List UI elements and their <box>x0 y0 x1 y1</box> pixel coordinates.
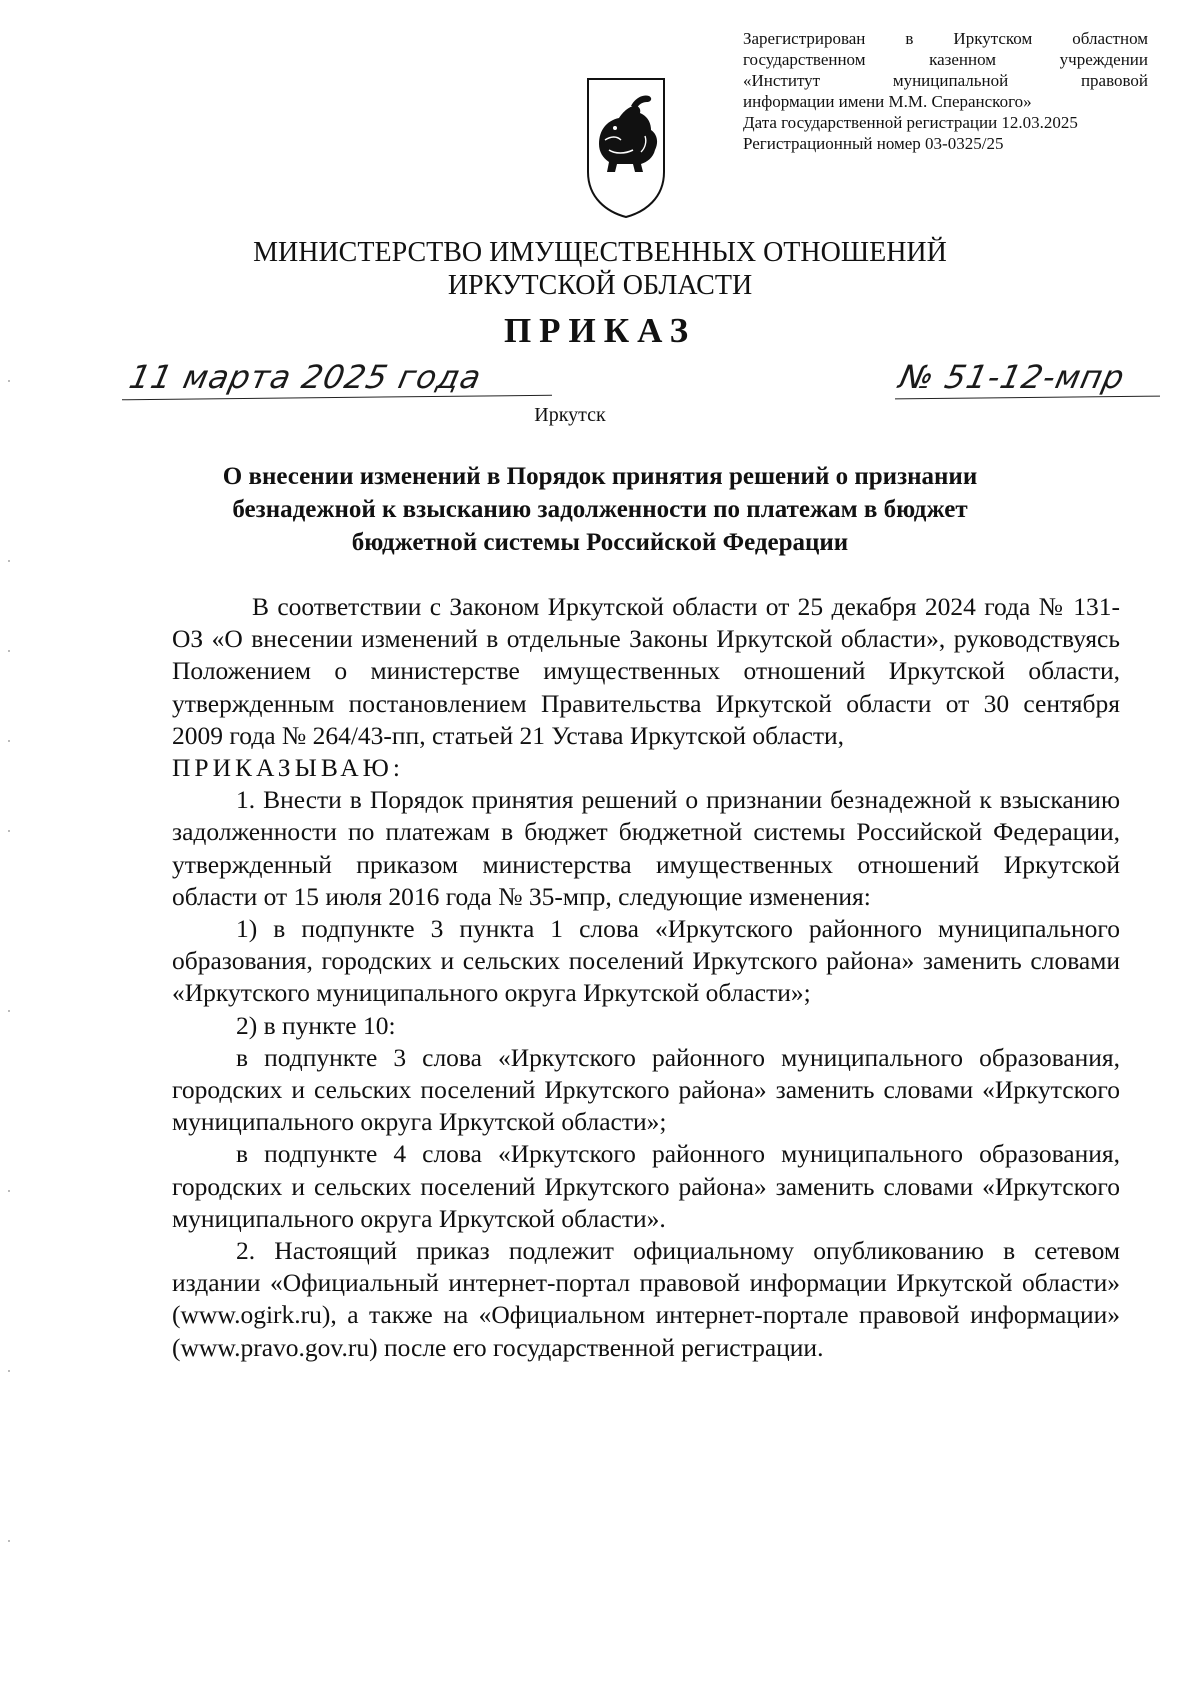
item-1-paragraph: 1. Внести в Порядок принятия решений о признании безнадежной к взысканию задолженности по платежам в бюджет бюджетной системы Российской Федерации, утвержденный приказом министерства имущественных отношений Иркутской области от 15 июля 2016 года № 35-мпр, следующие изменения: <box>172 785 1120 911</box>
registration-line: информации имени М.М. Сперанского» <box>743 92 1032 111</box>
subject-line: безнадежной к взысканию задолженности по платежам в бюджет <box>232 496 968 523</box>
registration-number: Регистрационный номер 03-0325/25 <box>743 134 1004 153</box>
ministry-name-line: МИНИСТЕРСТВО ИМУЩЕСТВЕННЫХ ОТНОШЕНИЙ <box>253 237 947 268</box>
ministry-name-line: ИРКУТСКОЙ ОБЛАСТИ <box>447 270 753 301</box>
registration-line: «Институт муниципальной правовой <box>743 71 1148 90</box>
item-1-2a-paragraph: в подпункте 3 слова «Иркутского районного муниципального образования, городских и сельских поселений Иркутского района» заменить словами «Иркутского муниципального округа Иркутской области»; <box>172 1042 1120 1137</box>
registration-line: Зарегистрирован в Иркутском областном <box>743 29 1148 48</box>
subject-line: О внесении изменений в Порядок принятия решений о признании <box>222 463 978 490</box>
item-2-paragraph: 2. Настоящий приказ подлежит официальному опубликованию в сетевом издании «Официальный интернет-портал правовой информации Иркутской области» (www.ogirk.ru), а также на «Официальном интернет-портале правовой информации» (www.pravo.gov.ru) после его государственной регистрации. <box>172 1236 1120 1362</box>
decree-word: ПРИКАЗЫВАЮ: <box>172 753 404 783</box>
number-underline <box>895 396 1160 400</box>
registration-line: государственном казенном учреждении <box>743 50 1148 69</box>
item-1-1-paragraph: 1) в подпункте 3 пункта 1 слова «Иркутского районного муниципального образования, городских и сельских поселений Иркутского района» заменить словами «Иркутского муниципального округа Иркутской области»; <box>172 914 1120 1008</box>
document-body <box>172 591 1120 1364</box>
ministry-name <box>0 236 1200 302</box>
subject-line: бюджетной системы Российской Федерации <box>351 529 849 556</box>
city-name: Иркутск <box>534 404 606 426</box>
registration-stamp <box>743 28 1148 154</box>
irkutsk-coat-of-arms-icon <box>585 76 667 220</box>
handwritten-date: 11 марта 2025 года <box>125 358 486 396</box>
document-subject <box>160 460 1040 559</box>
document-type-title: ПРИКАЗ <box>503 311 697 350</box>
handwritten-number: № 51-12-мпр <box>895 358 1129 396</box>
item-1-2-paragraph: 2) в пункте 10: <box>236 1010 396 1040</box>
preamble-paragraph: В соответствии с Законом Иркутской области от 25 декабря 2024 года № 131-ОЗ «О внесении изменений в отдельные Законы Иркутской области», руководствуясь Положением о министерстве имущественных отношений Иркутской области, утвержденным постановлением Правительства Иркутской области от 30 сентября 2009 года № 264/43-пп, статьей 21 Устава Иркутской области, <box>172 592 1120 750</box>
registration-date: Дата государственной регистрации 12.03.2025 <box>743 113 1078 132</box>
item-1-2b-paragraph: в подпункте 4 слова «Иркутского районного муниципального образования, городских и сельских поселений Иркутского района» заменить словами «Иркутского муниципального округа Иркутской области». <box>172 1139 1120 1233</box>
